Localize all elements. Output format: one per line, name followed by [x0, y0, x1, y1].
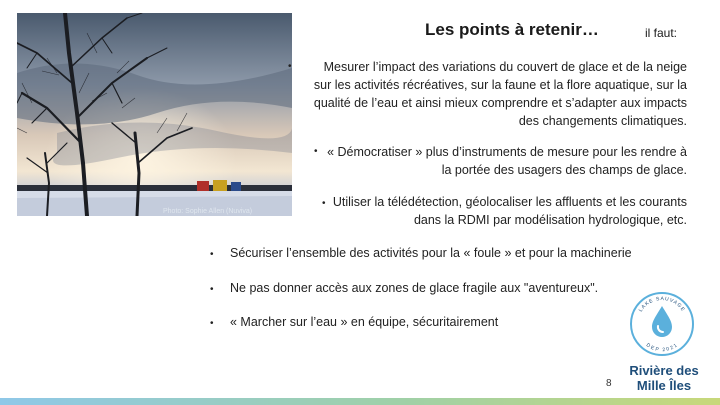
logo-name	[620, 363, 708, 393]
slide-title: Les points à retenir…	[425, 20, 599, 39]
logo-name-line1: Rivière des	[629, 363, 699, 378]
bullet-2: •	[314, 146, 318, 157]
list-item-text: « Marcher sur l’eau » en équipe, sécuritairement	[230, 315, 499, 329]
bullet-1: •	[288, 61, 292, 72]
water-drop-icon	[628, 290, 696, 358]
page-number: 8	[606, 378, 612, 389]
slide-title-sub: il faut:	[645, 26, 678, 40]
list-bullet: •	[210, 284, 214, 295]
list-item-text: Sécuriser l’ensemble des activités pour la « foule » et pour la machinerie	[230, 246, 632, 260]
logo-name-line2: Mille Îles	[636, 378, 692, 393]
photo-credit: Photo: Sophie Allen (Nuviva)	[163, 208, 253, 215]
winter-landscape-image	[17, 13, 292, 216]
logo-ring-top: LAKE SAUVAGE	[637, 295, 687, 314]
point-remote-sensing: Utiliser la télédétection, géolocaliser les affluents et les courants dans la RDMI par modélisation hydrologique, etc.	[332, 195, 687, 227]
riviere-mille-iles-logo	[628, 290, 696, 358]
list-item-walk-on-water	[210, 315, 498, 329]
bullet-3: •	[322, 198, 326, 209]
logo-ring-bottom: DEP 2021	[644, 342, 680, 354]
slide-photo	[17, 13, 292, 216]
point-democratize-instruments: « Démocratiser » plus d’instruments de mesure pour les rendre à la portée des usagers des champs de glace.	[327, 145, 687, 177]
list-bullet: •	[210, 249, 214, 260]
list-item-text: Ne pas donner accès aux zones de glace fragile aux "aventureux".	[230, 281, 599, 295]
bottom-accent-bar	[0, 398, 720, 405]
list-item-fragile-ice	[210, 281, 598, 295]
list-item-secure	[210, 246, 632, 260]
point-measure-impact: Mesurer l’impact des variations du couvert de glace et de la neige sur les activités récréatives, sur la faune et la flore aquatique, sur la qualité de l’eau et ainsi mieux comprendre et s’adapter aux impacts des changements climatiques.	[313, 60, 687, 128]
list-bullet: •	[210, 318, 214, 329]
